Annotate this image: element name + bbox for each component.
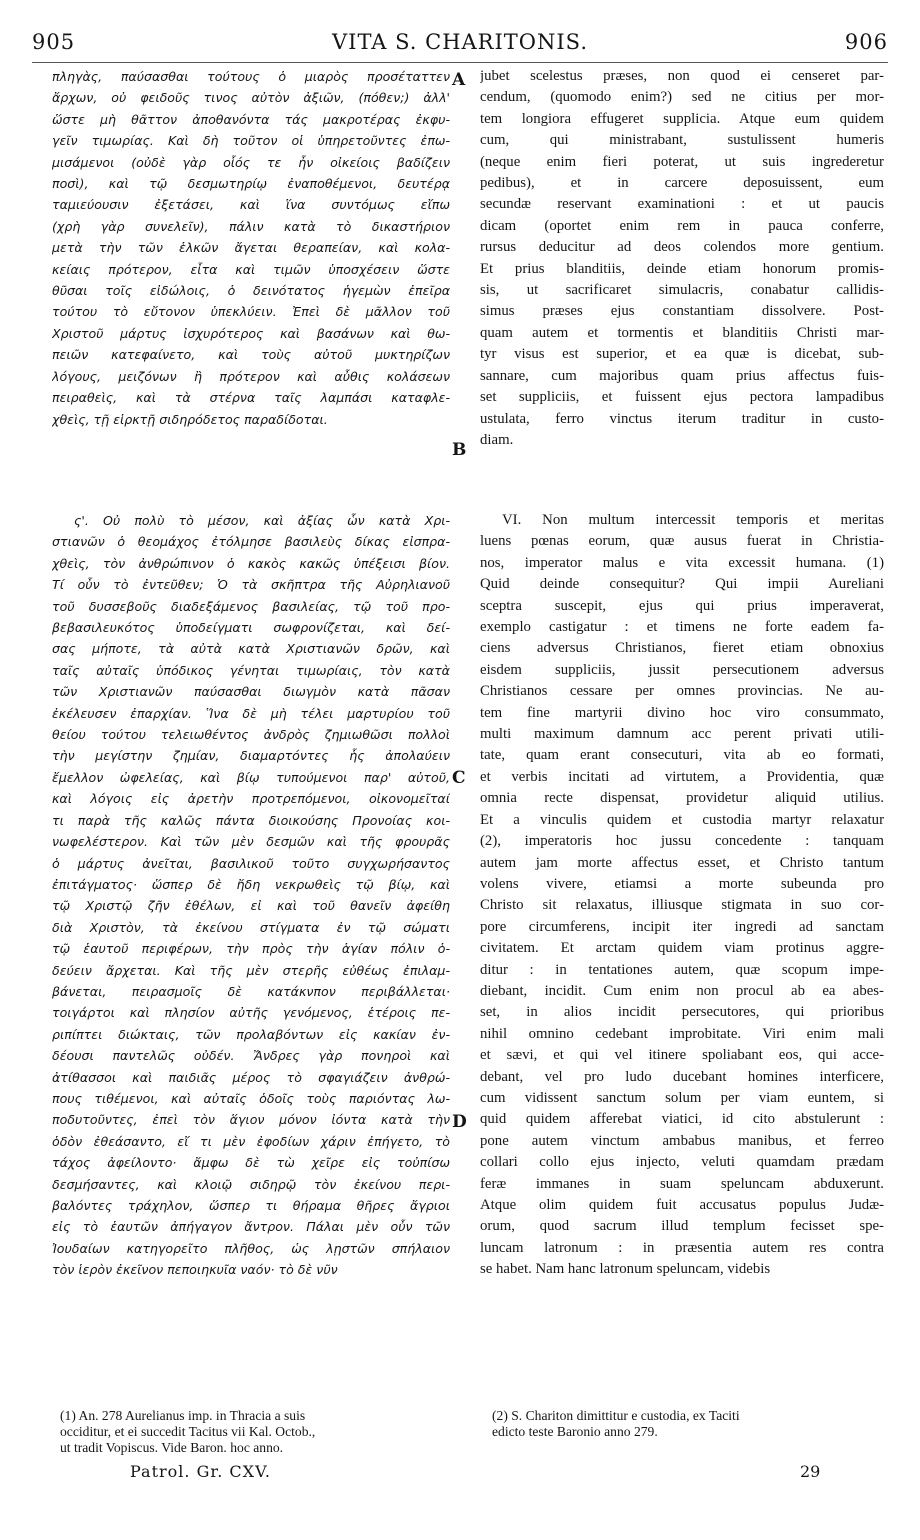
- running-title: VITA S. CHARITONIS.: [331, 30, 588, 54]
- text-line: nihil omnino cedebant improbitate. Viri enim mali: [480, 1025, 884, 1042]
- text-line: δέουσι παντελῶς οὐδέν. Ἄνδρες γὰρ πονηροὶ καὶ: [52, 1048, 450, 1064]
- text-line: edicto teste Baronio anno 279.: [492, 1424, 658, 1439]
- text-line: tem longiora effugeret supplicia. Atque eum quidem: [480, 110, 884, 127]
- footnote-left: [60, 1408, 460, 1456]
- text-line: τὴν μεγίστην ζημίαν, διαμαρτόντες ἧς ἀπολαύειν: [52, 748, 450, 764]
- text-line: δεύειν ἄρχεται. Καὶ τῆς μὲν στερῆς εὐθέως ἐπιλαμ-: [52, 962, 450, 978]
- text-line: cum, qui ministrabant, sustulissent humeris: [480, 132, 884, 149]
- text-line: simus præses ejus constantiam dissolvere. Post-: [480, 303, 884, 320]
- text-line: Et a vinculis quidem et custodia martyr relaxatur: [480, 811, 884, 828]
- text-line: ποδυτοῦντες, ἐπεὶ τὸν ἅγιον μόνον ἰόντα κατὰ τὴν: [52, 1112, 450, 1128]
- text-line: tyr visus est superior, et ea quæ is dicebat, sub-: [480, 346, 884, 363]
- footnote-right: [492, 1408, 888, 1440]
- text-line: μετὰ τὴν τῶν ἑλκῶν ἄγεται θεραπείαν, καὶ κολα-: [52, 240, 450, 256]
- text-line: sceptra suscepit, ejus qui prius imperaverat,: [480, 597, 884, 614]
- text-line: nos, imperator malus e vita excessit humana. (1): [480, 554, 884, 571]
- text-line: (neque enim fieri poterat, ut suis ingrederetur: [480, 153, 884, 170]
- margin-marker-c: C: [452, 768, 466, 788]
- text-line: χθεὶς, τῇ εἱρκτῇ σιδηρόδετος παραδίδοται.: [52, 411, 328, 427]
- text-line: ὥστε μὴ θᾶττον ἀποθανόντα τάς μακροτέρας ἐκφυ-: [52, 111, 450, 127]
- text-line: ταῖς αὐταῖς ὑπόδικος γένηται τιμωρίαις, τὸν κατὰ: [52, 662, 450, 678]
- text-line: pone autem vinctum ambabus manibus, et ferreo: [480, 1132, 884, 1149]
- text-line: ἐπιτάγματος· ὥσπερ δὲ ἤδη νεκρωθεὶς τῷ βίῳ, καὶ: [52, 876, 450, 892]
- text-line: ditur : in tentationes autem, quæ scopum impe-: [480, 961, 884, 978]
- text-line: Χριστοῦ μάρτυς ἰσχυρότερος καὶ βασάνων καὶ θω-: [52, 325, 450, 341]
- text-line: secundæ reservant examinationi : et ut paucis: [480, 196, 884, 213]
- text-line: λόγους, μειζόνων ἢ πρότερον καὶ αὖθις κολάσεων: [52, 368, 450, 384]
- text-line: Quid deinde consequitur? Qui impii Aureliani: [480, 576, 884, 593]
- text-line: set suppliciis, et fuissent ejus pectora lampadibus: [480, 389, 884, 406]
- text-line: set, in alios incidit persecutores, qui prioribus: [480, 1004, 884, 1021]
- text-line: ταμιεύουσιν ἐξετάσει, καὶ ἵνα συντόμως εἴπω: [52, 197, 450, 213]
- text-line: ἔμελλον ὠφελείας, καὶ βίῳ τυπούμενοι παρ' αὐτοῦ,: [52, 769, 450, 785]
- text-line: omnia recte dispensat, providetur aliquid utilius.: [480, 790, 884, 807]
- text-line: ἐκέλευσεν ἐπαρχίαν. Ἵνα δὲ μὴ τέλει μαρτυρίου τοῦ: [52, 705, 450, 721]
- text-line: ριπίπτει διώκταις, τῶν προλαβόντων εἰς κακίαν ἐν-: [52, 1026, 450, 1042]
- text-line: ἀτίθασσοι καὶ παιδιᾶς μέρος τὸ σφαγιάζειν ἀνθρώ-: [52, 1069, 450, 1085]
- text-line: VI. Non multum intercessit temporis et meritas: [502, 512, 884, 528]
- page-number-right: 906: [844, 30, 888, 54]
- text-line: τοῦ δυσσεβοῦς διαδεξάμενος βασιλείας, τῷ τοῦ προ-: [52, 598, 450, 614]
- text-line: ustulata, ferro vinctus iterum traditur in custo-: [480, 410, 884, 427]
- text-line: ποσὶ), καὶ τῷ δεσμωτηρίῳ ἐναποθέμενοι, δευτέρᾳ: [52, 176, 450, 192]
- text-line: τῷ ἑαυτοῦ περιφέρων, τὴν πρὸς τὴν ἁγίαν πόλιν ὁ-: [52, 941, 450, 957]
- text-line: feræ immanes in suam speluncam abduxerunt.: [480, 1175, 884, 1192]
- text-line: πους τιθέμενοι, καὶ αὐταῖς ὁδοῖς τοὺς παριόντας λω-: [52, 1090, 450, 1106]
- text-line: occiditur, et ei succedit Tacitus vii Kal. Octob.,: [60, 1424, 316, 1439]
- text-line: τι παρὰ τῆς καλῶς πάντα διοικούσης Προνοίας κοι-: [52, 812, 450, 828]
- text-line: χθεὶς, τὸν ἀνθρώπινον ὁ κακὸς κακῶς ὑπέξεισι βίον.: [52, 555, 450, 571]
- text-line: δεσμήσαντες, καὶ κλοιῷ σιδηρῷ τὸν ἐκείνου περι-: [52, 1176, 450, 1192]
- text-line: ἄρχων, οὐ φειδοῦς τινος αὐτὸν ἀξιῶν, (πόθεν;) ἀλλ': [52, 90, 450, 106]
- latin-paragraph-1: [480, 66, 884, 451]
- text-line: collari collo ejus injecto, veluti quamdam prædam: [480, 1154, 884, 1171]
- text-line: Atque olim quidem fuit accusatus populus Judæ-: [480, 1197, 884, 1213]
- text-line: luens pœnas eorum, quæ ausus fuerat in Christia-: [480, 533, 884, 550]
- margin-marker-d: D: [452, 1112, 467, 1132]
- text-line: σας μήποτε, τὰ αὐτὰ κατὰ Χριστιανῶν δρῶν, καὶ: [52, 641, 450, 657]
- text-line: πειραθεὶς, καὶ τὰ στέρνα ταῖς λαμπάσι καταφλε-: [52, 390, 450, 406]
- text-line: Et prius blanditiis, deinde etiam honorum promis-: [480, 260, 884, 277]
- text-line: γεῖν τιμωρίας. Καὶ δὴ τοῦτον οἱ ὑπηρετοῦντες ἐπω-: [52, 133, 450, 149]
- text-line: dicam (oportet enim rem in pauca conferre,: [480, 217, 884, 234]
- text-line: diebant, incidit. Cum enim non procul ab ea abes-: [480, 982, 884, 999]
- text-line: τάχος ἀφείλοντο· ἄμφω δὲ τὼ χεῖρε εἰς τοὐπίσω: [52, 1155, 450, 1171]
- text-line: θῦσαι τοῖς εἰδώλοις, ὁ δεινότατος ἡγεμὼν ἐπεῖρα: [52, 283, 450, 299]
- text-line: sannare, cum majoribus quam prius affectus fuis-: [480, 367, 884, 384]
- text-line: eisdem suppliciis, jussit persecutionem adversus: [480, 661, 884, 678]
- text-line: exemplo castigatur : et timens ne forte eadem fa-: [480, 619, 884, 636]
- text-line: tate, quam erant consecuturi, vita ab eo formati,: [480, 747, 884, 764]
- text-line: orum, quod sacrum illud templum fecisset spe-: [480, 1218, 884, 1235]
- text-line: τούτου τὸ εὔτονον ὑπεκλύειν. Ἐπεὶ δὲ μᾶλλον τοῦ: [52, 304, 450, 320]
- text-line: Christo sit relaxatus, illiusque stigmata in suo cor-: [480, 897, 884, 914]
- text-line: se habet. Nam hanc latronum speluncam, videbis: [480, 1261, 771, 1278]
- text-line: (1) An. 278 Aurelianus imp. in Thracia a suis: [60, 1408, 306, 1423]
- text-line: quam autem et tormentis et blanditiis Christi mar-: [480, 324, 884, 341]
- text-line: sis, ut sacrificaret simulacris, conabatur callidis-: [480, 282, 884, 299]
- text-line: (2) S. Chariton dimittitur e custodia, ex Taciti: [492, 1408, 740, 1423]
- text-line: ciens adversus Christianos, fieret etiam obnoxius: [480, 640, 884, 657]
- text-line: εἰς τὸ ἑαυτῶν ἀπήγαγον ἄντρον. Πάλαι μὲν οὖν τῶν: [52, 1219, 450, 1235]
- text-line: τὸν ἱερὸν ἐκεῖνον πεποιηκυῖα ναόν· τὸ δὲ νῦν: [52, 1262, 338, 1278]
- text-line: autem jam morte affectus esset, et Christo tantum: [480, 854, 884, 871]
- text-line: Ἰουδαίων κατηγορεῖτο πλῆθος, ὡς λῃστῶν σπήλαιον: [52, 1240, 450, 1256]
- text-line: et verbis incitati ad virtutem, a Providentia, quæ: [480, 768, 884, 785]
- text-line: et sævi, et qui vel itinere spoliabant eos, qui acce-: [480, 1047, 884, 1064]
- text-line: Christianos cessare per omnes provincias. Ne au-: [480, 683, 884, 700]
- text-line: ut tradit Vopiscus. Vide Baron. hoc anno.: [60, 1440, 284, 1455]
- text-line: cendum, (quomodo enim?) sed ne citius per mor-: [480, 89, 884, 106]
- margin-marker-b: B: [452, 440, 467, 460]
- text-line: pore circumferens, incipit iter ingredi ad sanctam: [480, 918, 884, 935]
- text-line: (2), imperatoris hoc jussu concedente : tanquam: [480, 833, 884, 850]
- text-line: volens vivere, etiamsi a morte subeunda pro: [480, 875, 884, 892]
- text-line: ὁδὸν ἐθεάσαντο, εἴ τι μὲν ἐφοδίων χάριν ἐπήγετο, τὸ: [52, 1133, 450, 1149]
- text-line: luncam latronum : in præsentia autem res contra: [480, 1239, 884, 1256]
- text-line: στιανῶν ὁ θεομάχος ἐτόλμησε βασιλεὺς δίκας εἰσπρα-: [52, 534, 450, 550]
- text-line: καὶ λόγοις εἰς ἀρετὴν προτρεπόμενοι, οἰκονομεῖταί: [52, 791, 450, 807]
- latin-paragraph-2: [480, 510, 884, 1281]
- text-line: ὁ μάρτυς ἀνεῖται, βασιλικοῦ τοῦτο συγχωρήσαντος: [52, 855, 450, 871]
- text-line: κείαις πρότερον, εἶτα καὶ τιμῶν ὑποσχέσειν ὥστε: [52, 261, 450, 277]
- text-line: rursus deducitur ad deos colendos more gentium.: [480, 239, 884, 256]
- page-number-left: 905: [32, 30, 76, 54]
- text-line: διὰ Χριστὸν, τὰ ἐκείνου στίγματα ἐν τῷ σώματι: [52, 919, 450, 935]
- text-line: τοιγάρτοι καὶ πλησίον αὐτῆς γενόμενος, ἑτέροις πε-: [52, 1005, 450, 1021]
- text-line: πειῶν κατεφαίνετο, καὶ τοὺς αὐτοῦ μυκτηρίζων: [52, 347, 450, 363]
- text-line: debant, vel pro ludo ducebant homines interficere,: [480, 1068, 884, 1085]
- text-line: πληγὰς, παύσασθαι τούτους ὁ μιαρὸς προσέταττεν: [52, 69, 450, 84]
- text-line: diam.: [480, 431, 514, 448]
- text-line: μισάμενοι (οὐδὲ γὰρ οἷός τε ἦν οἰκείοις βαδίζειν: [52, 154, 450, 170]
- header-rule: [32, 62, 888, 63]
- page-header: [32, 30, 888, 60]
- text-line: νωφελέστερον. Καὶ τῶν μὲν δεσμῶν καὶ τῆς φρουρᾶς: [52, 834, 450, 850]
- text-line: τῷ Χριστῷ ζῆν ἐθέλων, εἰ καὶ τοῦ θανεῖν ἀφείθη: [52, 898, 450, 914]
- text-line: tem fine martyrii divino hoc viro consummato,: [480, 704, 884, 721]
- text-line: βάνεται, πειρασμοῖς δὲ κατάκνπον περιβάλλεται·: [52, 983, 450, 999]
- text-line: θείου τούτου τελειωθέντος ἀνδρὸς ζημιωθῶσι πολλοὶ: [52, 727, 450, 743]
- text-line: pedibus), et in carcere deposuissent, eum: [480, 175, 884, 192]
- text-line: (χρὴ γὰρ συνελεῖν), πάλιν κατὰ τὸ δικαστήριον: [52, 218, 450, 234]
- text-line: ς'. Οὐ πολὺ τὸ μέσον, καὶ ἀξίας ὧν κατὰ Χρι-: [74, 513, 450, 528]
- text-line: cum vidissent sanctum solum per viam euntem, si: [480, 1089, 884, 1106]
- greek-paragraph-2: [52, 510, 450, 1281]
- text-line: multi maximum damnum acc perent privati utili-: [480, 726, 884, 743]
- footer-volume: Patrol. Gr. CXV.: [130, 1462, 271, 1481]
- margin-marker-a: A: [452, 70, 466, 90]
- greek-paragraph-1: [52, 66, 450, 430]
- text-line: jubet scelestus præses, non quod ei censeret par-: [480, 68, 884, 84]
- text-line: βεβασιλευκότος ὑποδείγματι σωφρονίζεται, καὶ δεί-: [52, 620, 450, 636]
- text-line: quid quidem afferebat viatici, id cito abstulerunt :: [480, 1111, 884, 1128]
- text-line: Τί οὖν τὸ ἐντεῦθεν; Ὁ τὰ σκῆπτρα τῆς Αὐρηλιανοῦ: [52, 577, 450, 593]
- text-line: τῶν Χριστιανῶν παύσασθαι διωγμὸν κατὰ πᾶσαν: [52, 684, 450, 700]
- text-line: civitatem. Et arctam quidem viam protinus aggre-: [480, 940, 884, 957]
- text-line: βαλόντες τράχηλον, ὥσπερ τι θήραμα θῆρες ἄγριοι: [52, 1198, 450, 1213]
- footer-signature: 29: [800, 1462, 821, 1481]
